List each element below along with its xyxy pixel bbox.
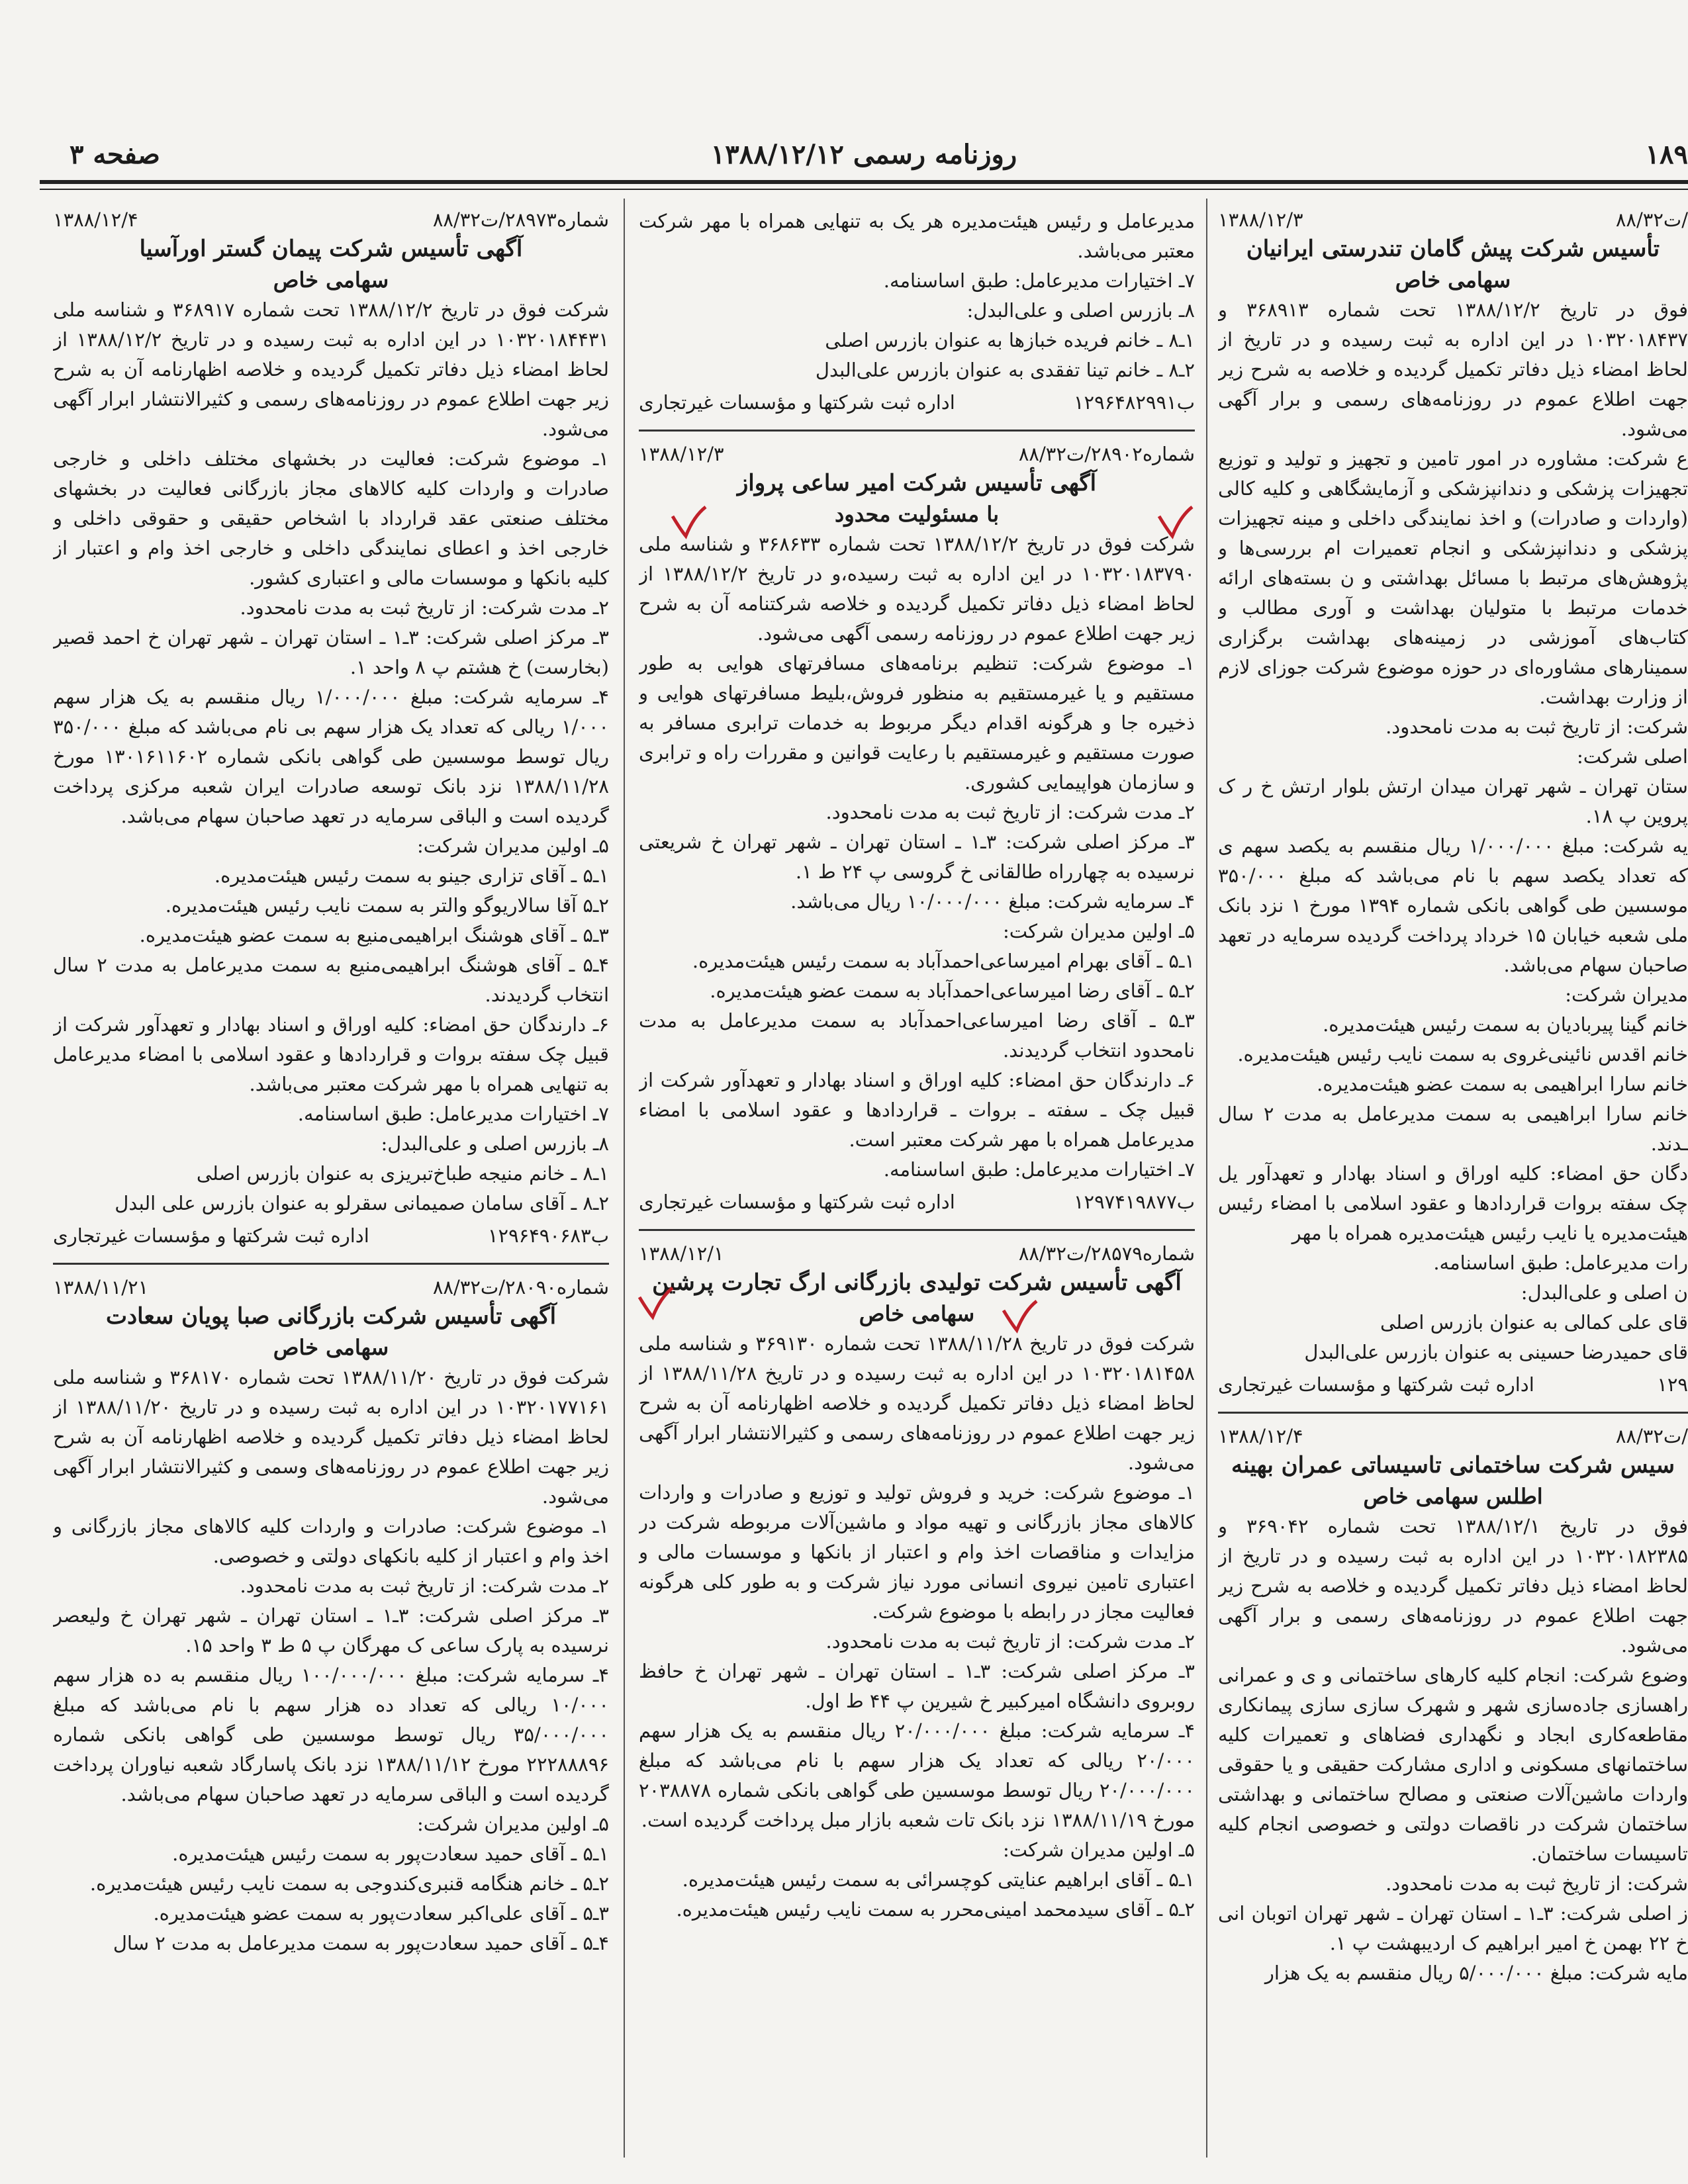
notice-title: تأسیس شرکت پیش گامان تندرستی ایرانیان	[1246, 236, 1660, 262]
notice-paragraph: ۱ـ۸ ـ خانم فریده خبازها به عنوان بازرس اصلی	[825, 329, 1195, 351]
notice-number: /ت۸۸/۳۲	[1615, 208, 1688, 231]
notice-title: آگهی تأسیس شرکت تولیدی بازرگانی ارگ تجارت پرشین	[652, 1269, 1182, 1296]
red-checkmark-icon	[1000, 1297, 1039, 1337]
red-checkmark-icon	[1155, 503, 1195, 543]
notice-separator	[639, 430, 1195, 432]
notice-date: ۱۳۸۸/۱۲/۳	[639, 443, 724, 465]
header-rule-thick	[40, 180, 1688, 184]
notice-paragraph: ۲ـ مدت شرکت: از تاریخ ثبت به مدت نامحدود.	[240, 596, 609, 619]
notice-paragraph: رات مدیرعامل: طبق اساسنامه.	[1433, 1251, 1688, 1274]
notice-paragraph: ۴ـ سرمایه شرکت: مبلغ ۱/۰۰۰/۰۰۰ ریال منقسم به یک هزار سهم ۱/۰۰۰ ریالی که تعداد یک هزار سهم بی نام می‌باشد که مبلغ ۳۵۰/۰۰۰ ریال توسط موسسین طی گواهی بانکی شماره ۱۳۰۱۶۱۱۶۰۲ مورخ ۱۳۸۸/۱۱/۲۸ نزد بانک توسعه صادرات ایران شعبه مرکزی پرداخت گردیده است و الباقی سرمایه در تعهد صاحبان سهام می‌باشد.	[53, 686, 609, 827]
notice-paragraph: ۶ـ دارندگان حق امضاء: کلیه اوراق و اسناد بهادار و تعهدآور شرکت از قبیل چک ـ سفته ـ بروات ـ قراردادها و عقود اسلامی با امضاء مدیرعامل همراه با مهر شرکت معتبر است.	[639, 1069, 1195, 1151]
notice-paragraph: ۸ـ بازرس اصلی و علی‌البدل:	[966, 299, 1195, 322]
notice-paragraph: ۱ـ موضوع شرکت: خرید و فروش تولید و توزیع و صادرات و واردات کالاهای مجاز بازرگانی و تهیه مواد و ماشین‌آلات مربوطه شرکت در مزایدات و مناقصات اخذ وام و اعتبار از بانکها و موسسات مالی و اعتباری تامین نیروی انسانی مورد نیاز شرکت و به طور کلی هرگونه فعالیت مجاز در رابطه با موضوع شرکت.	[639, 1481, 1195, 1623]
footer-office: اداره ثبت شرکتها و مؤسسات غیرتجاری	[639, 391, 955, 414]
notice-paragraph: ۴ـ سرمایه شرکت: مبلغ ۲۰/۰۰۰/۰۰۰ ریال منقسم به یک هزار سهم ۲۰/۰۰۰ ریالی که تعداد یک هزار سهم با نام می‌باشد که مبلغ ۲۰/۰۰۰/۰۰۰ ریال توسط موسسین طی گواهی بانکی شماره ۲۰۳۸۸۷۸ مورخ ۱۳۸۸/۱۱/۱۹ نزد بانک تات شعبه بازار مبل پرداخت گردیده است.	[639, 1719, 1195, 1831]
notice-paragraph: ۲ـ۵ ـ آقای رضا امیرساعی‌احمدآباد به سمت عضو هیئت‌مدیره.	[710, 979, 1195, 1002]
notice-paragraph: ۳ـ مرکز اصلی شرکت: ۳ـ۱ ـ استان تهران ـ شهر تهران خ احمد قصیر (بخارست) خ هشتم پ ۸ واحد ۱.	[53, 626, 609, 678]
notice-paragraph: ۳ـ۵ ـ آقای هوشنگ ابراهیمی‌منیع به سمت عضو هیئت‌مدیره.	[139, 924, 609, 946]
notice	[1218, 1423, 1688, 1988]
column-middle	[639, 206, 1195, 2165]
notice-paragraph: ۴ـ۵ ـ آقای هوشنگ ابراهیمی‌منیع به سمت مدیرعامل به مدت ۲ سال انتخاب گردیدند.	[53, 954, 609, 1006]
notice-paragraph: یه شرکت: مبلغ ۱/۰۰۰/۰۰۰ ریال منقسم به یکصد سهم ی که تعداد یکصد سهم با نام می‌باشد که مبلغ ۳۵۰/۰۰۰ موسسین طی گواهی بانکی شماره ۱۳۹۴ مورخ ۱ نزد بانک ملی شعبه خیابان ۱۵ خرداد پرداخت گردیده سرمایه در تعهد صاحبان سهام می‌باشد.	[1218, 835, 1688, 976]
notice-paragraph: شرکت: از تاریخ ثبت به مدت نامحدود.	[1385, 1872, 1688, 1895]
footer-code: ب۱۲۹۶۴۸۲۹۹۱	[1073, 391, 1195, 414]
notice-paragraph: ۵ـ اولین مدیران شرکت:	[1003, 1839, 1195, 1861]
notice-subtitle: سهامی خاص	[273, 267, 389, 293]
header-rule-thin	[40, 189, 1688, 190]
notice-paragraph: فوق در تاریخ ۱۳۸۸/۱۲/۱ تحت شماره ۳۶۹۰۴۲ و ۱۰۳۲۰۱۸۲۳۸۵ در این اداره به ثبت رسیده و در تاریخ از لحاظ امضاء ذیل دفاتر تکمیل گردیده و خلاصه به شرح زیر جهت اطلاع عموم در روزنامه‌های رسمی و برار آگهی می‌شود.	[1218, 1515, 1688, 1657]
notice-paragraph: شرکت فوق در تاریخ ۱۳۸۸/۱۲/۲ تحت شماره ۳۶۸۹۱۷ و شناسه ملی ۱۰۳۲۰۱۸۴۴۳۱ در این اداره به ثبت رسیده و در تاریخ ۱۳۸۸/۱۲/۲ از لحاظ امضاء ذیل دفاتر تکمیل گردیده و خلاصه اظهارنامه آن به شرح زیر جهت اطلاع عموم در روزنامه‌های رسمی و کثیرالانتشار ابرار آگهی می‌شود.	[53, 298, 609, 440]
column-divider	[1206, 199, 1207, 2158]
notice-paragraph: دگان حق امضاء: کلیه اوراق و اسناد بهادار و تعهدآور یل چک سفته بروات قراردادها و عقود اسلامی با امضاء رئیس هیئت‌مدیره یا نایب رئیس هیئت‌مدیره همراه با مهر	[1218, 1162, 1688, 1244]
notice-subtitle: با مسئولیت محدود	[835, 502, 999, 527]
notice-header	[53, 1274, 609, 1300]
notice-paragraph: ۱ـ۵ ـ آقای تزاری جینو به سمت رئیس هیئت‌مدیره.	[214, 864, 609, 887]
notice-paragraph: ۳ـ مرکز اصلی شرکت: ۳ـ۱ ـ استان تهران ـ شهر تهران خ شریعتی نرسیده به چهارراه طالقانی خ گروسی پ ۲۴ ط ۱.	[639, 831, 1195, 883]
column-left	[53, 206, 609, 2165]
notice	[639, 441, 1195, 1217]
footer-code: ب۱۲۹۷۴۱۹۸۷۷	[1073, 1191, 1195, 1213]
notice-paragraph: خانم گینا پیربادیان به سمت رئیس هیئت‌مدیره.	[1323, 1013, 1688, 1036]
notice-header	[639, 1240, 1195, 1267]
notice-paragraph: ۷ـ اختیارات مدیرعامل: طبق اساسنامه.	[297, 1103, 609, 1125]
notice-number: شماره۲۸۹۰۲/ت۸۸/۳۲	[1018, 443, 1195, 465]
notice-paragraph: ۷ـ اختیارات مدیرعامل: طبق اساسنامه.	[883, 269, 1195, 292]
notice-paragraph: قای حمیدرضا حسینی به عنوان بازرس علی‌البدل	[1304, 1341, 1688, 1363]
notice-paragraph: ۱ـ۵ ـ آقای حمید سعادت‌پور به سمت رئیس هیئت‌مدیره.	[172, 1843, 609, 1865]
notice	[1218, 206, 1688, 1400]
notice	[53, 206, 609, 1251]
column-divider	[624, 199, 625, 2158]
notice-paragraph: خانم سارا ابراهیمی به سمت مدیرعامل به مدت ۲ سال ـدند.	[1218, 1103, 1688, 1155]
notice-paragraph: وضوع شرکت: انجام کلیه کارهای ساختمانی و ی و عمرانی راهسازی جاده‌سازی شهر و شهرک سازی سازی پیمانکاری مقاطعه‌کاری ابجاد و نگهداری فضاهای و تعمیرات کلیه ساختمانهای مسکونی و اداری مشارکت حقیقی و یا حقوقی واردات ماشین‌آلات صنعتی و مصالح ساختمانی و بهداشتی ساختمان شرکت در ناقصات دولتی و خصوصی انجام کلیه تاسیسات ساختمان.	[1218, 1664, 1688, 1865]
footer-office: اداره ثبت شرکتها و مؤسسات غیرتجاری	[1218, 1373, 1534, 1396]
notice-date: ۱۳۸۸/۱۲/۴	[53, 208, 138, 231]
notice-date: ۱۳۸۸/۱۱/۲۱	[53, 1276, 149, 1298]
notice-continuation	[639, 206, 1195, 418]
notice-header	[53, 206, 609, 233]
notice-subtitle: سهامی خاص	[1395, 267, 1511, 293]
notice-paragraph: فوق در تاریخ ۱۳۸۸/۱۲/۲ تحت شماره ۳۶۸۹۱۳ و ۱۰۳۲۰۱۸۴۳۷ در این اداره به ثبت رسیده و در تاریخ از لحاظ امضاء ذیل دفاتر تکمیل گردیده و خلاصه به شرح زیر جهت اطلاع عموم در روزنامه‌های رسمی و برار آگهی می‌شود.	[1218, 298, 1688, 440]
notice-footer	[639, 388, 1195, 418]
notice-number: /ت۸۸/۳۲	[1615, 1425, 1688, 1447]
notice-paragraph: ۱ـ۵ ـ آقای بهرام امیرساعی‌احمدآباد به سمت رئیس هیئت‌مدیره.	[692, 950, 1195, 972]
footer-code: ۱۲۹	[1657, 1373, 1688, 1396]
notice-header	[1218, 1423, 1688, 1449]
notice-paragraph: قای علی کمالی به عنوان بازرس اصلی	[1380, 1311, 1688, 1334]
notice-paragraph: ۲ـ مدت شرکت: از تاریخ ثبت به مدت نامحدود.	[825, 801, 1195, 823]
notice-subtitle: سهامی خاص	[273, 1335, 389, 1360]
column-right	[1218, 206, 1688, 2165]
footer-code: ب۱۲۹۶۴۹۰۶۸۳	[487, 1224, 609, 1247]
notice-date: ۱۳۸۸/۱۲/۳	[1218, 208, 1303, 231]
notice-separator	[1218, 1412, 1688, 1414]
notice-paragraph: ع شرکت: مشاوره در امور تامین و تجهیز و تولید و توزیع تجهیزات پزشکی و دندانپزشکی و آزمایشگاهی و کلیه کالی (واردات و صادرات) و اخذ نمایندگی داخلی و مینه تجهیزات پزشکی و دندانپزشکی و انجام تعمیرات ام بررسی‌ها و پژوهش‌های مرتبط با مسائل بهداشتی و ن بسته‌های ارائه خدمات مرتبط با متولیان بهداشت و آوری مطالب و کتاب‌های آموزشی در زمینه‌های بهداشت برگزاری سمینارهای مشاوره‌ای در حوزه موضوع شرکت جوزای لازم از وزارت بهداشت.	[1218, 447, 1688, 708]
notice-paragraph: ۳ـ مرکز اصلی شرکت: ۳ـ۱ ـ استان تهران ـ شهر تهران خ ولیعصر نرسیده به پارک ساعی ک مهرگان پ ۵ ط ۳ واحد ۱۵.	[53, 1604, 609, 1657]
notice-subtitle: اطلس سهامی خاص	[1363, 1484, 1543, 1509]
footer-office: اداره ثبت شرکتها و مؤسسات غیرتجاری	[53, 1224, 369, 1247]
notice-paragraph: ۲ـ مدت شرکت: از تاریخ ثبت به مدت نامحدود.	[240, 1574, 609, 1597]
notice-title: سیس شرکت ساختمانی تاسیساتی عمران بهینه	[1231, 1452, 1675, 1479]
notice-paragraph: ۳ـ۵ ـ آقای رضا امیرساعی‌احمدآباد به سمت مدیرعامل به مدت نامحدود انتخاب گردیدند.	[639, 1009, 1195, 1062]
notice-paragraph: ۲ـ مدت شرکت: از تاریخ ثبت به مدت نامحدود.	[825, 1630, 1195, 1653]
notice-footer	[1218, 1370, 1688, 1400]
notice-paragraph: خانم اقدس نائینی‌غروی به سمت نایب رئیس هیئت‌مدیره.	[1237, 1043, 1688, 1066]
notice-paragraph: ۲ـ۸ ـ خانم تینا تفقدی به عنوان بازرس علی‌البدل	[815, 359, 1195, 381]
notice-paragraph: ۸ـ بازرس اصلی و علی‌البدل:	[381, 1132, 609, 1155]
notice-paragraph: ۲ـ۵ ـ خانم هنگامه قنبری‌کندوجی به سمت نایب رئیس هیئت‌مدیره.	[89, 1872, 609, 1895]
notice-paragraph: اصلی شرکت:	[1576, 745, 1688, 768]
footer-office: اداره ثبت شرکتها و مؤسسات غیرتجاری	[639, 1191, 955, 1213]
notice-number: شماره۲۸۵۷۹/ت۸۸/۳۲	[1018, 1242, 1195, 1265]
notice	[53, 1274, 609, 1958]
notice-date: ۱۳۸۸/۱۲/۱	[639, 1242, 724, 1265]
notice-title: آگهی تأسیس شرکت امیر ساعی پرواز	[737, 470, 1097, 496]
notice-paragraph: مدیران شرکت:	[1565, 983, 1688, 1006]
notice-paragraph: شرکت فوق در تاریخ ۱۳۸۸/۱۲/۲ تحت شماره ۳۶۸۶۳۳ و شناسه ملی ۱۰۳۲۰۱۸۳۷۹۰ در این اداره به ثبت رسیده،و در تاریخ ۱۳۸۸/۱۲/۲ از لحاظ امضاء ذیل دفاتر تکمیل گردیده و خلاصه شرکتنامه آن به شرح زیر جهت اطلاع عموم در روزنامه رسمی آگهی می‌شود.	[639, 533, 1195, 645]
notice-title: آگهی تأسیس شرکت پیمان گستر اورآسیا	[139, 236, 523, 262]
notice-paragraph: ۱ـ موضوع شرکت: صادرات و واردات کلیه کالاهای مجاز بازرگانی و اخذ وام و اعتبار از کلیه بانکهای دولتی و خصوصی.	[53, 1515, 609, 1567]
notice-paragraph: ن اصلی و علی‌البدل:	[1521, 1281, 1688, 1304]
notice-paragraph: ۵ـ اولین مدیران شرکت:	[1003, 920, 1195, 942]
page-header	[40, 139, 1688, 179]
notice-paragraph: مدیرعامل و رئیس هیئت‌مدیره هر یک به تنهایی همراه با مهر شرکت معتبر می‌باشد.	[639, 210, 1195, 262]
issue-number: ۱۸۹	[1645, 139, 1688, 170]
notice-paragraph: ۴ـ۵ ـ آقای حمید سعادت‌پور به سمت مدیرعامل به مدت ۲ سال	[113, 1932, 609, 1954]
notice-paragraph: شرکت فوق در تاریخ ۱۳۸۸/۱۱/۲۰ تحت شماره ۳۶۸۱۷۰ و شناسه ملی ۱۰۳۲۰۱۷۷۱۶۱ در این اداره به ثبت رسیده و در تاریخ ۱۳۸۸/۱۱/۲۰ از لحاظ امضاء ذیل دفاتر تکمیل گردیده و خلاصه اظهارنامه آن به شرح زیر جهت اطلاع عموم در روزنامه‌های وسمی و کثیرالانتشار ابرار آگهی می‌شود.	[53, 1366, 609, 1508]
notice-title: آگهی تأسیس شرکت بازرگانی صبا پویان سعادت	[105, 1303, 557, 1330]
red-checkmark-icon	[635, 1284, 675, 1324]
notice-paragraph: ۳ـ مرکز اصلی شرکت: ۳ـ۱ ـ استان تهران ـ شهر تهران خ حافظ روبروی دانشگاه امیرکبیر خ شیرین پ ۴۴ ط اول.	[639, 1660, 1195, 1712]
notice-paragraph: ۱ـ۵ ـ آقای ابراهیم عنایتی کوچسرائی به سمت رئیس هیئت‌مدیره.	[682, 1868, 1195, 1891]
newspaper-title: روزنامه رسمی ۱۳۸۸/۱۲/۱۲	[710, 139, 1017, 170]
notice-paragraph: شرکت فوق در تاریخ ۱۳۸۸/۱۱/۲۸ تحت شماره ۳۶۹۱۳۰ و شناسه ملی ۱۰۳۲۰۱۸۱۴۵۸ در این اداره به ثبت رسیده و در تاریخ ۱۳۸۸/۱۱/۲۸ از لحاظ امضاء ذیل دفاتر تکمیل گردیده و خلاصه اظهارنامه آن به شرح زیر جهت اطلاع عموم در روزنامه‌های رسمی و کثیرالانتشار ابرار آگهی می‌شود.	[639, 1332, 1195, 1474]
notice-paragraph: ستان تهران ـ شهر تهران میدان ارتش بلوار ارتش خ ر ک پروین پ ۱۸.	[1218, 775, 1688, 827]
notice-paragraph: ۱ـ۸ ـ خانم منیجه طباخ‌تبریزی به عنوان بازرس اصلی	[196, 1162, 609, 1185]
notice-separator	[53, 1263, 609, 1265]
notice-paragraph: ۵ـ اولین مدیران شرکت:	[417, 1813, 609, 1835]
notice-number: شماره۲۸۰۹۰/ت۸۸/۳۲	[432, 1276, 609, 1298]
red-checkmark-icon	[669, 503, 708, 543]
notice-paragraph: ۴ـ سرمایه شرکت: مبلغ ۱۰/۰۰۰/۰۰۰ ریال می‌باشد.	[790, 890, 1195, 913]
notice-number: شماره۲۸۹۷۳/ت۸۸/۳۲	[432, 208, 609, 231]
notice-date: ۱۳۸۸/۱۲/۴	[1218, 1425, 1303, 1447]
notice-paragraph: ۱ـ موضوع شرکت: فعالیت در بخشهای مختلف داخلی و خارجی صادرات و واردات کلیه کالاهای مجاز بازرگانی فعالیت در بخشهای مختلف صنعتی عقد قرارداد با اشخاص حقیقی و حقوقی داخلی و خارجی اخذ و اعطای نمایندگی داخلی و خارجی اخذ وام و اعتبار از کلیه بانکها و موسسات مالی و اعتباری کشور.	[53, 447, 609, 589]
notice-paragraph: مایه شرکت: مبلغ ۵/۰۰۰/۰۰۰ ریال منقسم به یک هزار	[1264, 1962, 1688, 1984]
notice-paragraph: ۲ـ۸ ـ آقای سامان صمیمانی سقرلو به عنوان بازرس علی البدل	[115, 1192, 609, 1214]
notice-paragraph: ۷ـ اختیارات مدیرعامل: طبق اساسنامه.	[883, 1158, 1195, 1181]
notice-header	[1218, 206, 1688, 233]
notice-paragraph: ۱ـ موضوع شرکت: تنظیم برنامه‌های مسافرتهای هوایی به طور مستقیم و یا غیرمستقیم به منظور فروش‌،بلیط مسافرتهای هوایی و ذخیره جا و هرگونه اقدام دیگر مربوط به خدمات ترابری مسافر به صورت مستقیم و غیرمستقیم با رعایت قوانین و مقررات راه و ترابری و سازمان هواپیمایی کشوری.	[639, 652, 1195, 794]
notice-paragraph: ز اصلی شرکت: ۳ـ۱ ـ استان تهران ـ شهر تهران اتوبان انی خ ۲۲ بهمن خ امیر ابراهیم ک اردیبهشت پ ۱.	[1218, 1902, 1688, 1954]
notice-paragraph: ۵ـ اولین مدیران شرکت:	[417, 835, 609, 857]
notice-footer	[639, 1187, 1195, 1217]
page-number-label: صفحه ۳	[70, 139, 160, 170]
notice-header	[639, 441, 1195, 467]
notice-subtitle: سهامی خاص	[859, 1301, 975, 1326]
notice-paragraph: خانم سارا ابراهیمی به سمت عضو هیئت‌مدیره.	[1317, 1073, 1688, 1095]
notice-paragraph: شرکت: از تاریخ ثبت به مدت نامحدود.	[1385, 715, 1688, 738]
notice-paragraph: ۶ـ دارندگان حق امضاء: کلیه اوراق و اسناد بهادار و تعهدآور شرکت از قبیل چک سفته بروات و قراردادها و عقود اسلامی با امضاء مدیرعامل به تنهایی همراه با مهر شرکت معتبر می‌باشد.	[53, 1013, 609, 1095]
notice-separator	[639, 1229, 1195, 1231]
notice-footer	[53, 1221, 609, 1251]
notice-paragraph: ۲ـ۵ آقا سالاریوگو والتر به سمت نایب رئیس هیئت‌مدیره.	[165, 894, 609, 917]
notice-paragraph: ۴ـ سرمایه شرکت: مبلغ ۱۰۰/۰۰۰/۰۰۰ ریال منقسم به ده هزار سهم ۱۰/۰۰۰ ریالی که تعداد ده هزار سهم با نام می‌باشد که مبلغ ۳۵/۰۰۰/۰۰۰ ریال توسط موسسین طی گواهی بانکی شماره ۲۲۲۸۸۸۹۶ مورخ ۱۳۸۸/۱۱/۱۲ نزد بانک پاسارگاد شعبه نیاوران پرداخت گردیده است و الباقی سرمایه در تعهد صاحبان سهام می‌باشد.	[53, 1664, 609, 1805]
notice-paragraph: ۲ـ۵ ـ آقای سیدمحمد امینی‌محرر به سمت نایب رئیس هیئت‌مدیره.	[676, 1898, 1195, 1921]
notice-paragraph: ۳ـ۵ ـ آقای علی‌اکبر سعادت‌پور به سمت عضو هیئت‌مدیره.	[153, 1902, 609, 1925]
notice	[639, 1240, 1195, 1925]
